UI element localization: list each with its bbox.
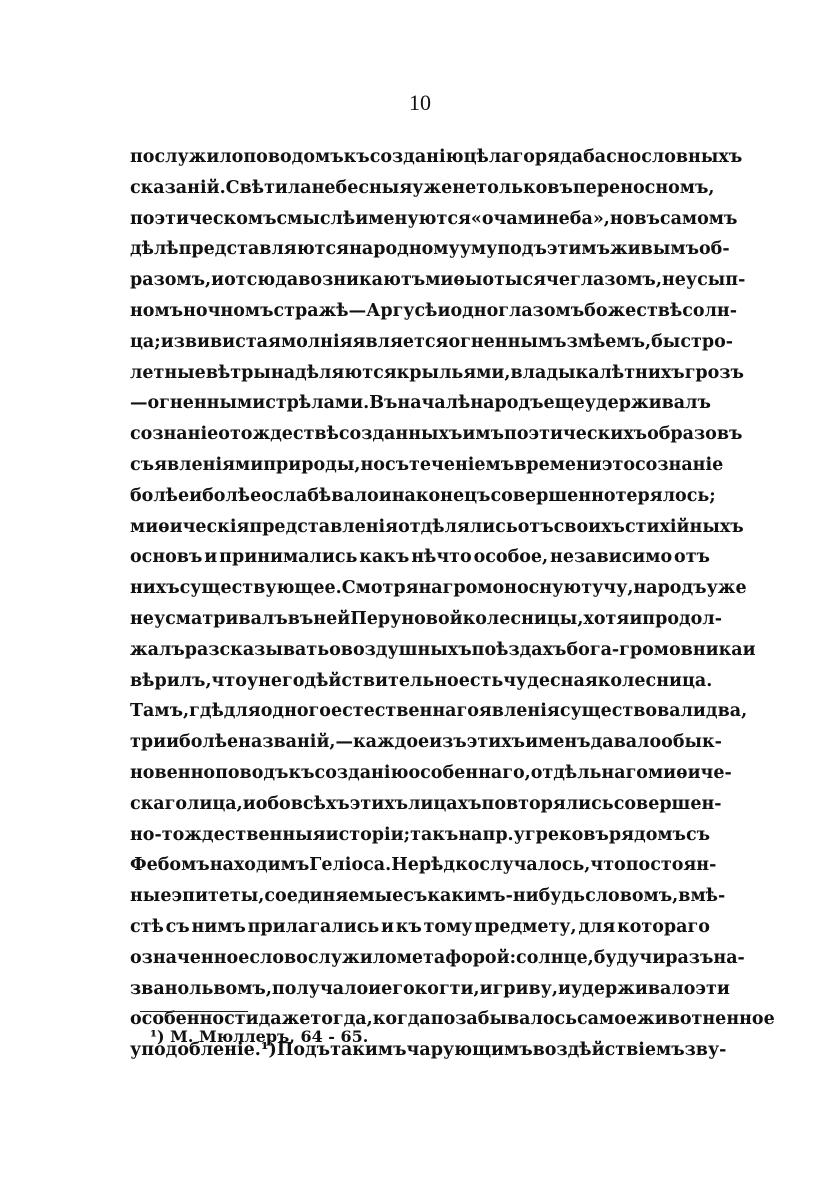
word: разсказывать — [184, 639, 330, 660]
text-line — [130, 727, 722, 758]
word: и — [629, 608, 643, 629]
word: съ — [130, 454, 155, 475]
word: Тамъ, — [130, 701, 190, 722]
word: «очами — [470, 208, 546, 229]
word: совершен- — [613, 793, 722, 814]
word: будучи — [593, 947, 666, 968]
word: молнія — [280, 331, 353, 352]
word: всѣхъ — [290, 793, 350, 814]
word: вѣтры — [205, 362, 271, 383]
word: ¹) — [260, 1040, 277, 1061]
word: лицахъ — [408, 793, 482, 814]
word: ца; — [130, 331, 161, 352]
word: уже — [412, 177, 453, 198]
word: и — [381, 916, 394, 937]
word: только — [476, 177, 548, 198]
word: Подъ — [276, 1040, 331, 1061]
word: началѣ — [397, 393, 471, 414]
word: у — [513, 824, 525, 845]
word: для — [578, 916, 616, 937]
word: и — [378, 485, 392, 506]
word: метафорой: — [396, 947, 517, 968]
text-line — [130, 173, 715, 204]
text-line — [130, 974, 730, 1005]
word: усматривалъ — [153, 608, 288, 629]
word: этимъ — [546, 239, 611, 260]
word: повторялись — [481, 793, 614, 814]
word: послужило — [130, 147, 244, 167]
word: напр. — [458, 824, 514, 845]
word: и — [166, 732, 180, 753]
word: представляются — [178, 239, 350, 260]
word: вмѣ- — [678, 886, 726, 907]
text-line — [130, 573, 747, 604]
word: дѣлѣ — [130, 239, 179, 260]
word: этихъ — [466, 732, 526, 753]
word: эпитеты, — [171, 886, 265, 907]
text-line — [130, 481, 716, 512]
word: летные — [130, 362, 206, 383]
word: представленія — [249, 516, 399, 537]
word: громоносную — [442, 578, 582, 599]
word: два, — [705, 701, 748, 722]
word: стѣ — [130, 916, 164, 937]
word: имъ — [462, 424, 505, 445]
word: именъ — [525, 732, 591, 753]
word: времени — [514, 454, 602, 475]
word: теченіемъ — [409, 454, 515, 475]
word: созданію — [369, 147, 464, 167]
word: поѣздахъ — [471, 639, 567, 660]
word: баснословныхъ — [583, 147, 743, 167]
text-line — [130, 358, 744, 389]
word: эти — [695, 978, 730, 999]
text-line — [130, 327, 734, 358]
word: даже — [258, 1009, 311, 1030]
word: это — [601, 454, 636, 475]
word: принимались — [219, 547, 358, 568]
word: звано — [130, 978, 190, 999]
word: Смотря — [341, 578, 419, 599]
word: слово — [249, 947, 308, 968]
word: ные — [130, 886, 172, 907]
word: особенности — [130, 1009, 259, 1030]
word: не — [130, 608, 154, 629]
footnote: ¹) М. Мюллеръ, 64 - 65. — [150, 1027, 369, 1046]
word: что — [211, 670, 247, 691]
word: неба», — [545, 208, 610, 229]
word: словомъ, — [585, 886, 679, 907]
word: и — [437, 300, 451, 321]
word: уже — [706, 578, 747, 599]
word: Аргусѣ — [366, 300, 438, 321]
word: явленія — [478, 701, 560, 722]
word: изъ — [429, 732, 467, 753]
word: смыслѣ — [276, 208, 356, 229]
word: и — [211, 270, 225, 291]
word: и — [204, 547, 218, 568]
word: къ — [288, 762, 315, 783]
word: Свѣтила — [225, 177, 312, 198]
text-line — [130, 789, 722, 820]
body-text — [130, 142, 775, 1066]
word: независимо — [550, 547, 673, 568]
word: стихійныхъ — [624, 516, 744, 537]
word: народному — [349, 239, 460, 260]
word: продол- — [642, 608, 722, 629]
word: гдѣ — [189, 701, 224, 722]
word: божествѣ — [584, 300, 683, 321]
word: львомъ, — [189, 978, 272, 999]
word: животненное — [637, 1009, 775, 1030]
word: тождествѣ — [229, 424, 339, 445]
word: стрѣлами. — [265, 393, 370, 414]
word: его — [381, 978, 415, 999]
word: возникаютъ — [298, 270, 426, 291]
word: прилагались — [247, 916, 380, 937]
word: ней — [313, 608, 351, 629]
word: сознаніе — [635, 454, 724, 475]
word: чарующимъ — [406, 1040, 533, 1061]
word: какъ — [359, 547, 410, 568]
word: вѣрилъ, — [130, 670, 212, 691]
word: образовъ — [647, 424, 743, 445]
word: случалось, — [479, 855, 591, 876]
word: обо — [255, 793, 291, 814]
word: не — [452, 177, 477, 198]
word: огненнымъ — [448, 331, 567, 352]
page-number: 10 — [409, 90, 431, 115]
word: солн- — [682, 300, 738, 321]
word: наконецъ — [391, 485, 491, 506]
footnote-rule — [140, 1011, 248, 1012]
word: такъ — [410, 824, 459, 845]
text-line — [130, 296, 738, 327]
word: ряда — [534, 147, 584, 167]
word: поэтическомъ — [130, 208, 277, 229]
word: еще — [543, 393, 585, 414]
word: лѣтнихъ — [599, 362, 685, 383]
word: особеннаго, — [408, 762, 531, 783]
word: рядомъ — [608, 824, 686, 845]
word: —огненными — [130, 393, 266, 414]
word: отъ — [674, 547, 710, 568]
word: самое — [577, 1009, 638, 1030]
word: поводомъ — [243, 147, 344, 167]
word: на — [418, 578, 443, 599]
word: находимъ — [209, 855, 310, 876]
word: народъ — [633, 578, 707, 599]
word: естественнаго — [330, 701, 479, 722]
word: явленіями — [154, 454, 264, 475]
word: болѣе — [130, 485, 190, 506]
word: именуются — [355, 208, 471, 229]
text-line — [130, 881, 726, 912]
word: есть — [458, 670, 504, 691]
word: одного — [260, 701, 331, 722]
word: миѳическія — [130, 516, 250, 537]
word: самомъ — [659, 208, 738, 229]
word: какимъ-нибудь — [427, 886, 586, 907]
word: подъ — [497, 239, 547, 260]
word: одноглазомъ — [450, 300, 585, 321]
word: солнце, — [516, 947, 594, 968]
text-line — [130, 388, 710, 419]
word: жалъ — [130, 639, 185, 660]
word: болѣе — [179, 732, 239, 753]
text-line — [130, 204, 738, 235]
word: на- — [713, 947, 745, 968]
word: поводъ — [215, 762, 289, 783]
word: миѳы — [425, 270, 483, 291]
word: неусып- — [661, 270, 746, 291]
word: Перуновой — [350, 608, 463, 629]
word: основъ — [130, 547, 203, 568]
text-line — [130, 943, 745, 974]
word: сказаній. — [130, 177, 226, 198]
word: извивистая — [160, 331, 281, 352]
word: тому — [423, 916, 473, 937]
word: позабывалось — [430, 1009, 578, 1030]
word: когти, — [414, 978, 480, 999]
word: об- — [699, 239, 730, 260]
word: гриву, — [492, 978, 558, 999]
text-line — [130, 542, 710, 573]
word: отсюда — [224, 270, 299, 291]
word: служило — [307, 947, 397, 968]
word: удерживалъ — [584, 393, 711, 414]
word: воздушныхъ — [340, 639, 472, 660]
word: номъ — [130, 300, 184, 321]
word: отъ — [517, 516, 554, 537]
word: сознаніе — [130, 424, 219, 445]
word: колесница. — [597, 670, 713, 691]
word: получало — [271, 978, 369, 999]
word: своихъ — [553, 516, 625, 537]
text-line — [130, 666, 713, 697]
word: существующее. — [179, 578, 342, 599]
word: когда — [372, 1009, 431, 1030]
word: миѳиче- — [647, 762, 732, 783]
word: уподобленіе. — [130, 1040, 261, 1061]
word: отдѣльнаго — [530, 762, 648, 783]
text-line — [130, 850, 717, 881]
word: о — [329, 639, 341, 660]
word: грековъ — [524, 824, 609, 845]
word: но — [360, 454, 385, 475]
word: въ — [634, 208, 660, 229]
word: особое, — [473, 547, 549, 568]
word: тогда, — [310, 1009, 373, 1030]
word: чудесная — [503, 670, 598, 691]
word: нѣчто — [411, 547, 472, 568]
word: зву- — [684, 1040, 727, 1061]
word: три — [130, 732, 167, 753]
word: Фебомъ — [130, 855, 210, 876]
word: терялось; — [615, 485, 716, 506]
word: народъ — [470, 393, 544, 414]
word: исторіи; — [325, 824, 411, 845]
word: давало — [590, 732, 662, 753]
word: и — [742, 639, 756, 660]
word: и — [479, 978, 493, 999]
word: владыка — [510, 362, 600, 383]
word: стражѣ — [273, 300, 349, 321]
word: нимъ — [191, 916, 246, 937]
text-line — [130, 820, 710, 851]
word: этихъ — [349, 793, 409, 814]
word: грозъ — [684, 362, 744, 383]
word: совершенно — [490, 485, 616, 506]
word: переносномъ, — [572, 177, 715, 198]
text-line — [130, 234, 730, 265]
word: тучу, — [581, 578, 634, 599]
word: въ — [547, 177, 573, 198]
word: Нерѣдко — [391, 855, 480, 876]
word: и — [557, 978, 571, 999]
word: но-тождественныя — [130, 824, 326, 845]
word: къ — [343, 147, 370, 167]
word: обык- — [661, 732, 722, 753]
word: постоян- — [625, 855, 717, 876]
word: существовали — [559, 701, 706, 722]
word: колесницы, — [462, 608, 584, 629]
word: и — [368, 978, 382, 999]
word: воздѣйствіемъ — [532, 1040, 685, 1061]
word: и — [242, 793, 256, 814]
word: съ — [403, 886, 428, 907]
word: уму — [459, 239, 498, 260]
text-line — [130, 635, 756, 666]
word: живымъ — [610, 239, 699, 260]
word: у — [246, 670, 259, 691]
text-line — [130, 265, 746, 296]
word: Геліоса. — [309, 855, 392, 876]
word: ночномъ — [183, 300, 274, 321]
word: и — [189, 485, 203, 506]
word: крыльями, — [396, 362, 511, 383]
word: означенное — [130, 947, 250, 968]
word: ослабѣвало — [261, 485, 379, 506]
word: него — [258, 670, 305, 691]
text-line — [130, 604, 722, 635]
word: соединяемые — [264, 886, 404, 907]
word: о — [482, 270, 495, 291]
word: съ — [165, 916, 190, 937]
word: что — [590, 855, 626, 876]
word: къ — [395, 916, 422, 937]
word: для — [223, 701, 261, 722]
word: небесныя — [311, 177, 413, 198]
word: природы, — [263, 454, 361, 475]
word: но — [609, 208, 635, 229]
word: змѣемъ, — [566, 331, 652, 352]
word: съ — [686, 824, 711, 845]
text-line — [130, 696, 748, 727]
word: быстро- — [651, 331, 734, 352]
word: — — [348, 300, 367, 321]
word: созданію — [314, 762, 409, 783]
word: предмету, — [474, 916, 577, 937]
word: въ — [287, 608, 314, 629]
word: скаго — [130, 793, 188, 814]
word: хотя — [583, 608, 630, 629]
text-line — [130, 758, 732, 789]
word: тысячеглазомъ, — [494, 270, 662, 291]
word: о — [218, 424, 230, 445]
word: поэтическихъ — [504, 424, 648, 445]
word: удерживало — [570, 978, 696, 999]
text-line — [130, 512, 744, 543]
word: созданныхъ — [338, 424, 463, 445]
word: разъ — [665, 947, 714, 968]
word: болѣе — [202, 485, 262, 506]
word: надѣляются — [270, 362, 397, 383]
text-line — [130, 419, 743, 450]
word: является — [352, 331, 449, 352]
word: бога-громовника — [566, 639, 743, 660]
word: лица, — [187, 793, 243, 814]
word: цѣлаго — [463, 147, 535, 167]
word: съ — [384, 454, 410, 475]
word: нихъ — [130, 578, 180, 599]
word: дѣйствительно — [304, 670, 459, 691]
text-line — [130, 450, 724, 481]
word: такимъ — [330, 1040, 407, 1061]
word: котораго — [617, 916, 710, 937]
word: разомъ, — [130, 270, 212, 291]
text-line — [130, 912, 710, 943]
word: названій,—каждое — [238, 732, 430, 753]
word: отдѣлялись — [398, 516, 518, 537]
word: Въ — [369, 393, 398, 414]
text-line — [130, 142, 743, 173]
word: новенно — [130, 762, 216, 783]
